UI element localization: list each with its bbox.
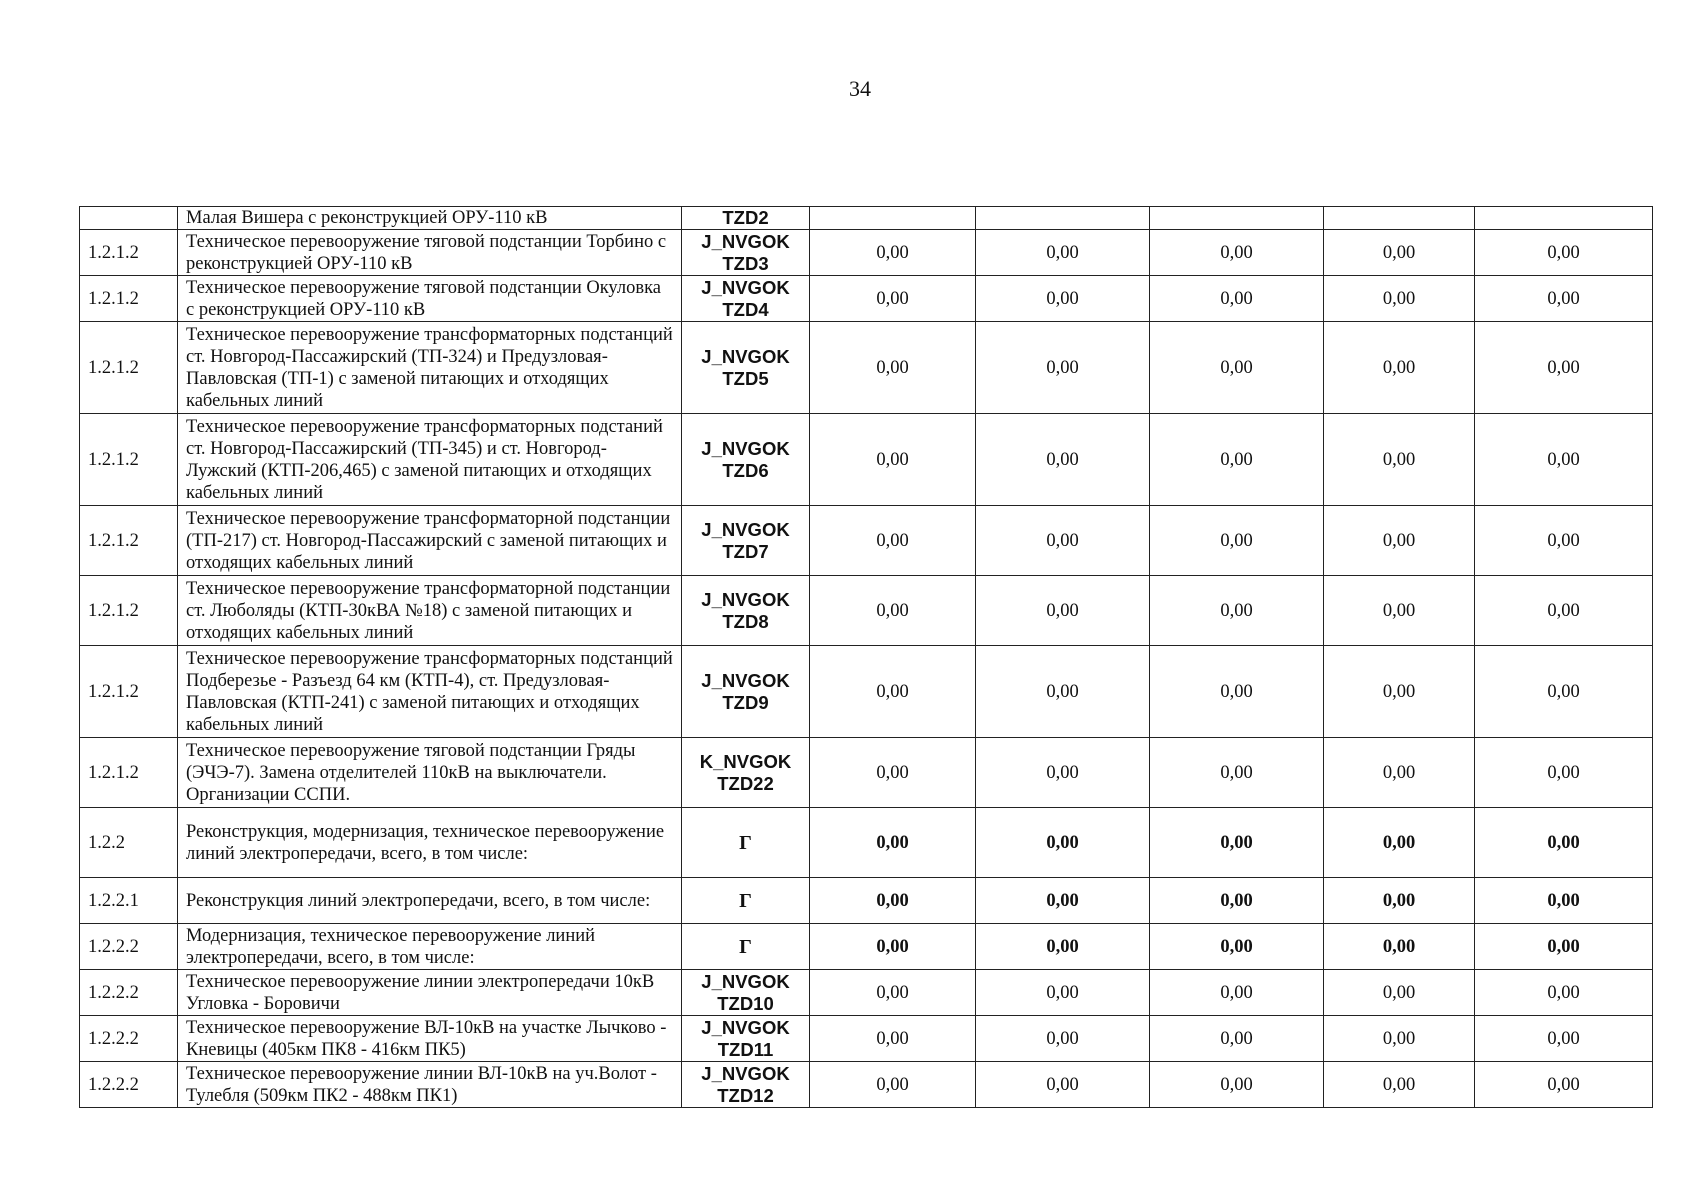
value-cell: 0,00: [1150, 1062, 1324, 1108]
value-cell: 0,00: [810, 738, 976, 808]
value-cell: 0,00: [810, 414, 976, 506]
table-row: [80, 322, 1653, 414]
value-cell: [1324, 207, 1475, 230]
value-cell: 0,00: [1324, 276, 1475, 322]
value-cell: 0,00: [976, 276, 1150, 322]
item-number-cell: 1.2.2.2: [80, 1016, 178, 1062]
value-cell: 0,00: [976, 1016, 1150, 1062]
value-cell: 0,00: [1150, 738, 1324, 808]
value-cell: 0,00: [1150, 230, 1324, 276]
project-code-cell: J_NVGOK TZD9: [682, 646, 810, 738]
value-cell: 0,00: [810, 924, 976, 970]
description-cell: Модернизация, техническое перевооружение линий электропередачи, всего, в том числе:: [178, 924, 682, 970]
value-cell: [810, 207, 976, 230]
description-cell: Техническое перевооружение линии электропередачи 10кВ Угловка - Боровичи: [178, 970, 682, 1016]
table-row: [80, 878, 1653, 924]
value-cell: 0,00: [810, 230, 976, 276]
value-cell: 0,00: [1475, 646, 1653, 738]
table-row: [80, 738, 1653, 808]
table-row: [80, 970, 1653, 1016]
page-number: 34: [849, 76, 871, 101]
value-cell: 0,00: [976, 970, 1150, 1016]
value-cell: 0,00: [1475, 506, 1653, 576]
value-cell: 0,00: [1324, 1016, 1475, 1062]
value-cell: 0,00: [976, 506, 1150, 576]
table-row: [80, 506, 1653, 576]
value-cell: 0,00: [976, 738, 1150, 808]
item-number-cell: 1.2.1.2: [80, 414, 178, 506]
value-cell: 0,00: [1324, 970, 1475, 1016]
value-cell: 0,00: [1475, 414, 1653, 506]
value-cell: 0,00: [1475, 1016, 1653, 1062]
value-cell: 0,00: [1150, 970, 1324, 1016]
value-cell: 0,00: [1150, 414, 1324, 506]
item-number-cell: 1.2.1.2: [80, 646, 178, 738]
value-cell: 0,00: [810, 576, 976, 646]
value-cell: 0,00: [810, 646, 976, 738]
value-cell: 0,00: [810, 1062, 976, 1108]
description-cell: Техническое перевооружение тяговой подстанции Окуловка с реконструкцией ОРУ-110 кВ: [178, 276, 682, 322]
value-cell: 0,00: [810, 970, 976, 1016]
project-code-cell: Г: [682, 924, 810, 970]
table-row: [80, 576, 1653, 646]
description-cell: Реконструкция, модернизация, техническое перевооружение линий электропередачи, всего, в том числе:: [178, 808, 682, 878]
table-row: [80, 276, 1653, 322]
value-cell: 0,00: [810, 1016, 976, 1062]
value-cell: 0,00: [1475, 1062, 1653, 1108]
investment-table: [79, 206, 1653, 1108]
value-cell: 0,00: [1475, 276, 1653, 322]
value-cell: 0,00: [1475, 576, 1653, 646]
value-cell: 0,00: [810, 276, 976, 322]
item-number-cell: 1.2.2: [80, 808, 178, 878]
table-row: [80, 1062, 1653, 1108]
value-cell: 0,00: [1475, 808, 1653, 878]
value-cell: 0,00: [1150, 506, 1324, 576]
project-code-cell: J_NVGOK TZD12: [682, 1062, 810, 1108]
value-cell: 0,00: [976, 1062, 1150, 1108]
project-code-cell: J_NVGOK TZD7: [682, 506, 810, 576]
value-cell: 0,00: [976, 322, 1150, 414]
value-cell: 0,00: [1324, 1062, 1475, 1108]
item-number-cell: 1.2.2.2: [80, 924, 178, 970]
description-cell: Техническое перевооружение ВЛ-10кВ на участке Лычково - Кневицы (405км ПК8 - 416км ПК5): [178, 1016, 682, 1062]
description-cell: Техническое перевооружение трансформаторных подстаний ст. Новгород-Пассажирский (ТП-345) и ст. Новгород-Лужский (КТП-206,465) с заменой питающих и отходящих кабельных линий: [178, 414, 682, 506]
table-row: [80, 646, 1653, 738]
value-cell: 0,00: [976, 576, 1150, 646]
item-number-cell: 1.2.1.2: [80, 506, 178, 576]
project-code-cell: J_NVGOK TZD8: [682, 576, 810, 646]
item-number-cell: 1.2.2.2: [80, 1062, 178, 1108]
value-cell: 0,00: [1475, 230, 1653, 276]
value-cell: [1475, 207, 1653, 230]
table-row: [80, 414, 1653, 506]
table-row: [80, 1016, 1653, 1062]
value-cell: 0,00: [1324, 738, 1475, 808]
value-cell: 0,00: [1475, 924, 1653, 970]
description-cell: Техническое перевооружение тяговой подстанции Торбино с реконструкцией ОРУ-110 кВ: [178, 230, 682, 276]
project-code-cell: Г: [682, 808, 810, 878]
project-code-cell: J_NVGOK TZD11: [682, 1016, 810, 1062]
value-cell: [976, 207, 1150, 230]
value-cell: 0,00: [810, 808, 976, 878]
item-number-cell: 1.2.1.2: [80, 230, 178, 276]
description-cell: Реконструкция линий электропередачи, всего, в том числе:: [178, 878, 682, 924]
item-number-cell: 1.2.2.2: [80, 970, 178, 1016]
description-cell: Техническое перевооружение трансформаторной подстанции (ТП-217) ст. Новгород-Пассажирский с заменой питающих и отходящих кабельных линий: [178, 506, 682, 576]
value-cell: 0,00: [1324, 646, 1475, 738]
project-code-cell: J_NVGOK TZD5: [682, 322, 810, 414]
value-cell: 0,00: [1475, 738, 1653, 808]
project-code-cell: J_NVGOK TZD4: [682, 276, 810, 322]
table-row: [80, 230, 1653, 276]
value-cell: 0,00: [1475, 970, 1653, 1016]
value-cell: 0,00: [976, 808, 1150, 878]
value-cell: 0,00: [1475, 322, 1653, 414]
description-cell: Техническое перевооружение тяговой подстанции Гряды (ЭЧЭ-7). Замена отделителей 110кВ на выключатели. Организации ССПИ.: [178, 738, 682, 808]
value-cell: 0,00: [1150, 276, 1324, 322]
project-code-cell: J_NVGOK TZD10: [682, 970, 810, 1016]
project-code-cell: TZD2: [682, 207, 810, 230]
value-cell: 0,00: [810, 878, 976, 924]
item-number-cell: 1.2.2.1: [80, 878, 178, 924]
value-cell: 0,00: [1150, 576, 1324, 646]
project-code-cell: Г: [682, 878, 810, 924]
value-cell: 0,00: [976, 924, 1150, 970]
item-number-cell: 1.2.1.2: [80, 322, 178, 414]
value-cell: 0,00: [810, 506, 976, 576]
description-cell: Малая Вишера с реконструкцией ОРУ-110 кВ: [178, 207, 682, 230]
project-code-cell: J_NVGOK TZD6: [682, 414, 810, 506]
value-cell: 0,00: [1150, 322, 1324, 414]
value-cell: 0,00: [1324, 414, 1475, 506]
value-cell: 0,00: [1324, 878, 1475, 924]
project-code-cell: J_NVGOK TZD3: [682, 230, 810, 276]
value-cell: 0,00: [976, 878, 1150, 924]
value-cell: 0,00: [1475, 878, 1653, 924]
value-cell: 0,00: [1150, 924, 1324, 970]
description-cell: Техническое перевооружение трансформаторных подстанций Подберезье - Разъезд 64 км (КТП-4), ст. Предузловая-Павловская (КТП-241) с заменой питающих и отходящих кабельных линий: [178, 646, 682, 738]
item-number-cell: 1.2.1.2: [80, 738, 178, 808]
description-cell: Техническое перевооружение линии ВЛ-10кВ на уч.Волот - Тулебля (509км ПК2 - 488км ПК1): [178, 1062, 682, 1108]
item-number-cell: 1.2.1.2: [80, 276, 178, 322]
value-cell: 0,00: [1150, 878, 1324, 924]
project-code-cell: K_NVGOK TZD22: [682, 738, 810, 808]
value-cell: 0,00: [1150, 808, 1324, 878]
item-number-cell: [80, 207, 178, 230]
value-cell: 0,00: [976, 414, 1150, 506]
description-cell: Техническое перевооружение трансформаторных подстанций ст. Новгород-Пассажирский (ТП-324) и Предузловая-Павловская (ТП-1) с заменой питающих и отходящих кабельных линий: [178, 322, 682, 414]
item-number-cell: 1.2.1.2: [80, 576, 178, 646]
value-cell: 0,00: [976, 646, 1150, 738]
description-cell: Техническое перевооружение трансформаторной подстанции ст. Люболяды (КТП-30кВА №18) с заменой питающих и отходящих кабельных линий: [178, 576, 682, 646]
value-cell: 0,00: [810, 322, 976, 414]
value-cell: 0,00: [1324, 322, 1475, 414]
value-cell: 0,00: [1150, 1016, 1324, 1062]
value-cell: 0,00: [1150, 646, 1324, 738]
value-cell: 0,00: [1324, 576, 1475, 646]
table-row: [80, 924, 1653, 970]
value-cell: 0,00: [1324, 808, 1475, 878]
value-cell: 0,00: [1324, 924, 1475, 970]
value-cell: [1150, 207, 1324, 230]
value-cell: 0,00: [1324, 230, 1475, 276]
table-row: [80, 207, 1653, 230]
table-row: [80, 808, 1653, 878]
value-cell: 0,00: [976, 230, 1150, 276]
value-cell: 0,00: [1324, 506, 1475, 576]
